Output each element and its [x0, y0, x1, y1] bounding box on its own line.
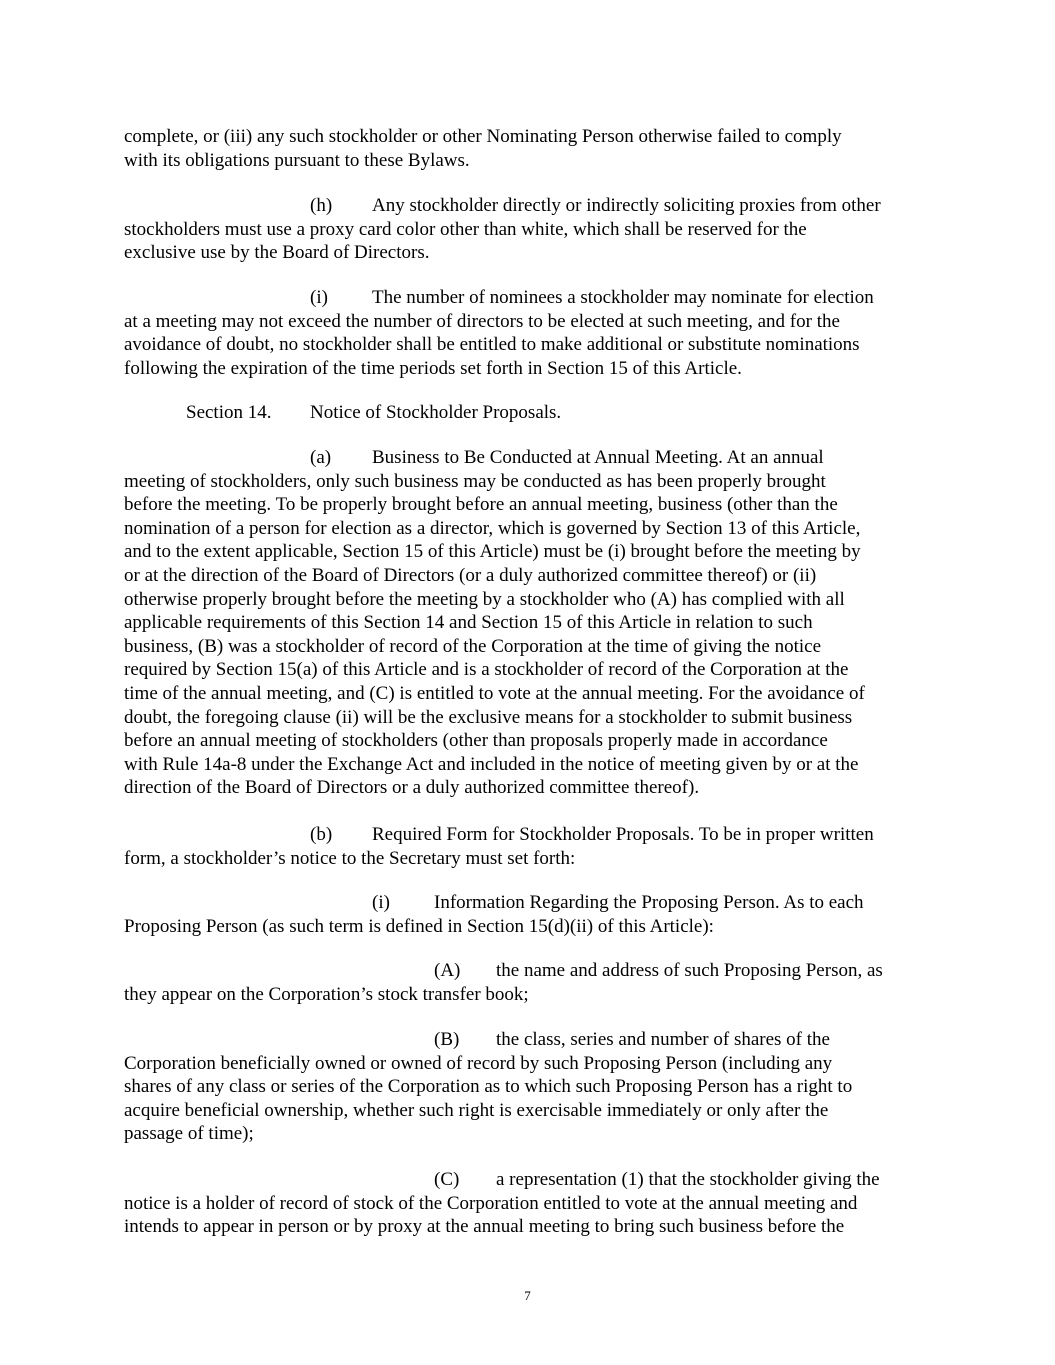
paragraph-i: [124, 286, 936, 380]
paragraph-line: meeting of stockholders, only such business may be conducted as has been properly brought: [124, 470, 826, 492]
paragraph-first-text: The number of nominees a stockholder may nominate for election: [372, 287, 874, 308]
paragraph-first-text: a representation (1) that the stockholder giving the: [496, 1169, 880, 1190]
paragraph-line: with Rule 14a-8 under the Exchange Act and included in the notice of meeting given by or at the: [124, 753, 859, 775]
paragraph-line: avoidance of doubt, no stockholder shall be entitled to make additional or substitute nominations: [124, 334, 860, 356]
paragraph-continuation: [124, 125, 936, 172]
paragraph-first-text: the name and address of such Proposing Person, as: [496, 960, 883, 981]
paragraph-line: with its obligations pursuant to these Bylaws.: [124, 149, 470, 171]
paragraph-first-text: Required Form for Stockholder Proposals. To be in proper written: [372, 824, 874, 845]
paragraph-b: [124, 823, 936, 870]
paragraph-label: (A): [434, 960, 461, 981]
paragraph-line: complete, or (iii) any such stockholder or other Nominating Person otherwise failed to comply: [124, 126, 842, 147]
paragraph-line: business, (B) was a stockholder of record of the Corporation at the time of giving the notice: [124, 635, 822, 657]
paragraph-line: before the meeting. To be properly brought before an annual meeting, business (other than the: [124, 494, 838, 516]
paragraph-line: direction of the Board of Directors or a duly authorized committee thereof).: [124, 777, 700, 799]
paragraph-line: following the expiration of the time periods set forth in Section 15 of this Article.: [124, 357, 742, 379]
paragraph-line: at a meeting may not exceed the number of directors to be elected at such meeting, and for the: [124, 310, 840, 332]
paragraph-line: doubt, the foregoing clause (ii) will be the exclusive means for a stockholder to submit business: [124, 706, 853, 728]
paragraph-label: (a): [310, 447, 332, 468]
paragraph-line: acquire beneficial ownership, whether such right is exercisable immediately or only after the: [124, 1099, 829, 1121]
paragraph-line: nomination of a person for election as a director, which is governed by Section 13 of this Article,: [124, 517, 861, 539]
section-heading-line: [124, 401, 936, 425]
paragraph-C: [124, 1168, 936, 1239]
paragraph-line: and to the extent applicable, Section 15 of this Article) must be (i) brought before the meeting by: [124, 541, 861, 563]
paragraph-line: shares of any class or series of the Corporation as to which such Proposing Person has a right to: [124, 1076, 853, 1098]
section-14-heading: [124, 401, 936, 425]
paragraph-label: (C): [434, 1169, 460, 1190]
paragraph-line: Corporation beneficially owned or owned of record by such Proposing Person (including any: [124, 1052, 833, 1074]
paragraph-first-line: [124, 194, 936, 218]
paragraph-line: otherwise properly brought before the meeting by a stockholder who (A) has complied with all: [124, 588, 845, 610]
paragraph-line: applicable requirements of this Section 14 and Section 15 of this Article in relation to such: [124, 612, 813, 634]
paragraph-A: [124, 959, 936, 1006]
paragraph-line: they appear on the Corporation’s stock transfer book;: [124, 983, 529, 1005]
paragraph-line: Proposing Person (as such term is defined in Section 15(d)(ii) of this Article):: [124, 915, 714, 937]
paragraph-line: stockholders must use a proxy card color other than white, which shall be reserved for the: [124, 218, 807, 240]
page-number: 7: [524, 1288, 531, 1303]
paragraph-line: exclusive use by the Board of Directors.: [124, 242, 430, 264]
paragraph-first-line: [124, 1168, 936, 1192]
paragraph-label: (i): [310, 287, 328, 308]
paragraph-a: [124, 446, 936, 800]
paragraph-first-text: the class, series and number of shares of the: [496, 1029, 830, 1050]
paragraph-label: (B): [434, 1029, 460, 1050]
paragraph-line: or at the direction of the Board of Directors (or a duly authorized committee thereof) or (ii): [124, 564, 817, 586]
paragraph-first-line: [124, 446, 936, 470]
paragraph-first-line: [124, 823, 936, 847]
paragraph-first-text: Business to Be Conducted at Annual Meeting. At an annual: [372, 447, 824, 468]
paragraph-line: required by Section 15(a) of this Article and is a stockholder of record of the Corporation at the: [124, 659, 849, 681]
section-title: Notice of Stockholder Proposals.: [310, 402, 562, 423]
paragraph-label: (i): [372, 892, 390, 913]
paragraph-B: [124, 1028, 936, 1146]
paragraph-h: [124, 194, 936, 265]
paragraph-line: notice is a holder of record of stock of the Corporation entitled to vote at the annual meeting and: [124, 1192, 858, 1214]
paragraph-b-i: [124, 891, 936, 938]
paragraph-first-line: [124, 891, 936, 915]
paragraph-line: intends to appear in person or by proxy at the annual meeting to bring such business before the: [124, 1216, 845, 1238]
paragraph-first-text: Any stockholder directly or indirectly soliciting proxies from other: [372, 195, 881, 216]
section-label: Section 14.: [186, 402, 272, 423]
paragraph-label: (h): [310, 195, 333, 216]
paragraph-first-text: Information Regarding the Proposing Person. As to each: [434, 892, 864, 913]
paragraph-first-line: [124, 1028, 936, 1052]
paragraph-first-line: [124, 286, 936, 310]
paragraph-line: form, a stockholder’s notice to the Secretary must set forth:: [124, 847, 576, 869]
paragraph-line: passage of time);: [124, 1123, 254, 1145]
paragraph-first-line: [124, 959, 936, 983]
paragraph-line: before an annual meeting of stockholders (other than proposals properly made in accordance: [124, 730, 828, 752]
paragraph-line: time of the annual meeting, and (C) is entitled to vote at the annual meeting. For the avoidance of: [124, 682, 865, 704]
paragraph-label: (b): [310, 824, 333, 845]
